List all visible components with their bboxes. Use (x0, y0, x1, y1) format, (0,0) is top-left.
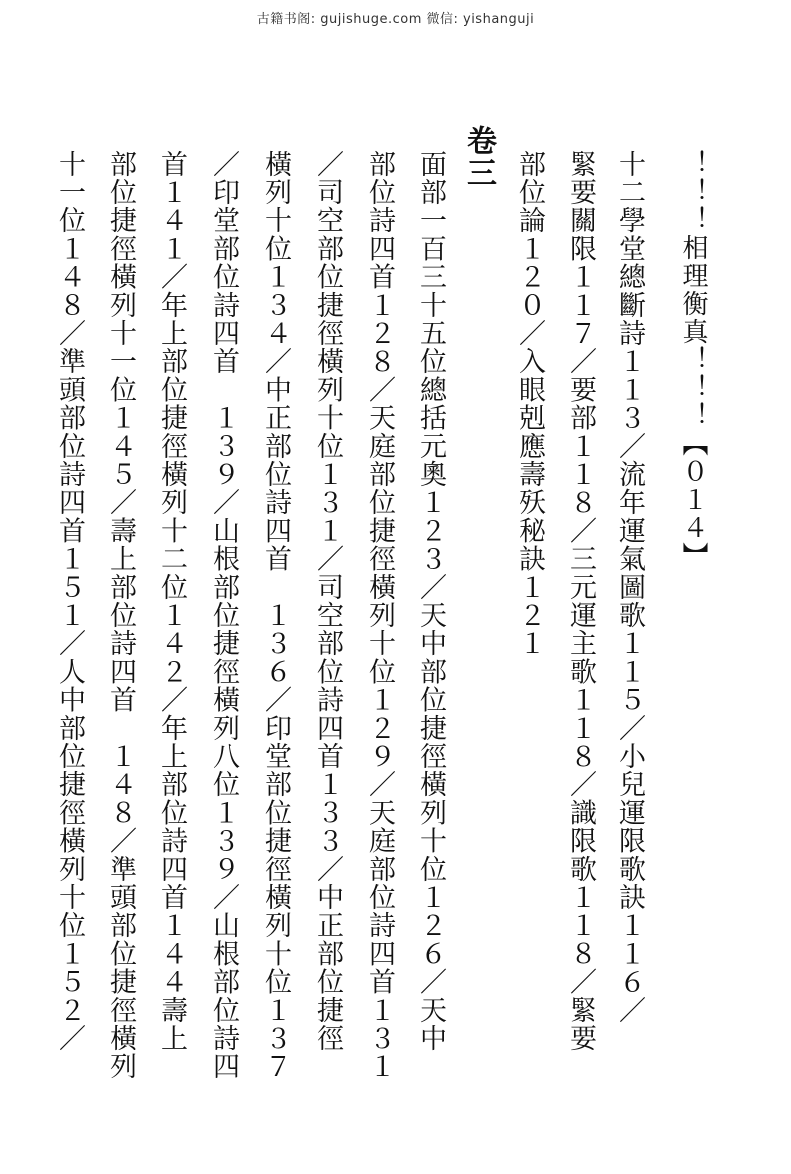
toc-column-1: 十二學堂總斷詩１１３／流年運氣圖歌１１５／小兒運限歌訣１１６／ (614, 150, 645, 1025)
toc-column-5: 面部一百三十五位總括元奧１２３／天中部位捷徑橫列十位１２６／天中 (415, 150, 446, 1053)
watermark-text: 古籍书阁: gujishuge.com 微信: yishanguji (256, 12, 535, 27)
toc-column-11: 部位捷徑橫列十一位１４５／壽上部位詩四首 １４８／準頭部位捷徑橫列 (105, 150, 136, 1081)
toc-column-6: 部位詩四首１２８／天庭部位捷徑橫列十位１２９／天庭部位詩四首１３１ (364, 150, 395, 1081)
toc-column-12: 十一位１４８／準頭部位詩四首１５１／人中部位捷徑橫列十位１５２／ (54, 150, 85, 1053)
toc-column-2: 緊要關限１１７／要部１１８／三元運主歌１１８／識限歌１１８／緊要 (565, 150, 596, 1053)
toc-column-7: ／司空部位捷徑橫列十位１３１／司空部位詩四首１３３／中正部位捷徑 (312, 150, 343, 1053)
running-header: ！！！相理衡真！！！【０１４】 (678, 150, 708, 570)
toc-column-3: 部位論１２０／入眼剋應壽殀秘訣１２１ (514, 150, 545, 658)
volume-heading: 卷三 (461, 125, 496, 189)
toc-column-9: ／印堂部位詩四首 １３９／山根部位捷徑橫列八位１３９／山根部位詩四 (208, 150, 239, 1081)
toc-column-8: 橫列十位１３４／中正部位詩四首 １３６／印堂部位捷徑橫列十位１３７ (260, 150, 291, 1081)
toc-column-10: 首１４１／年上部位捷徑橫列十二位１４２／年上部位詩四首１４４壽上 (156, 150, 187, 1053)
